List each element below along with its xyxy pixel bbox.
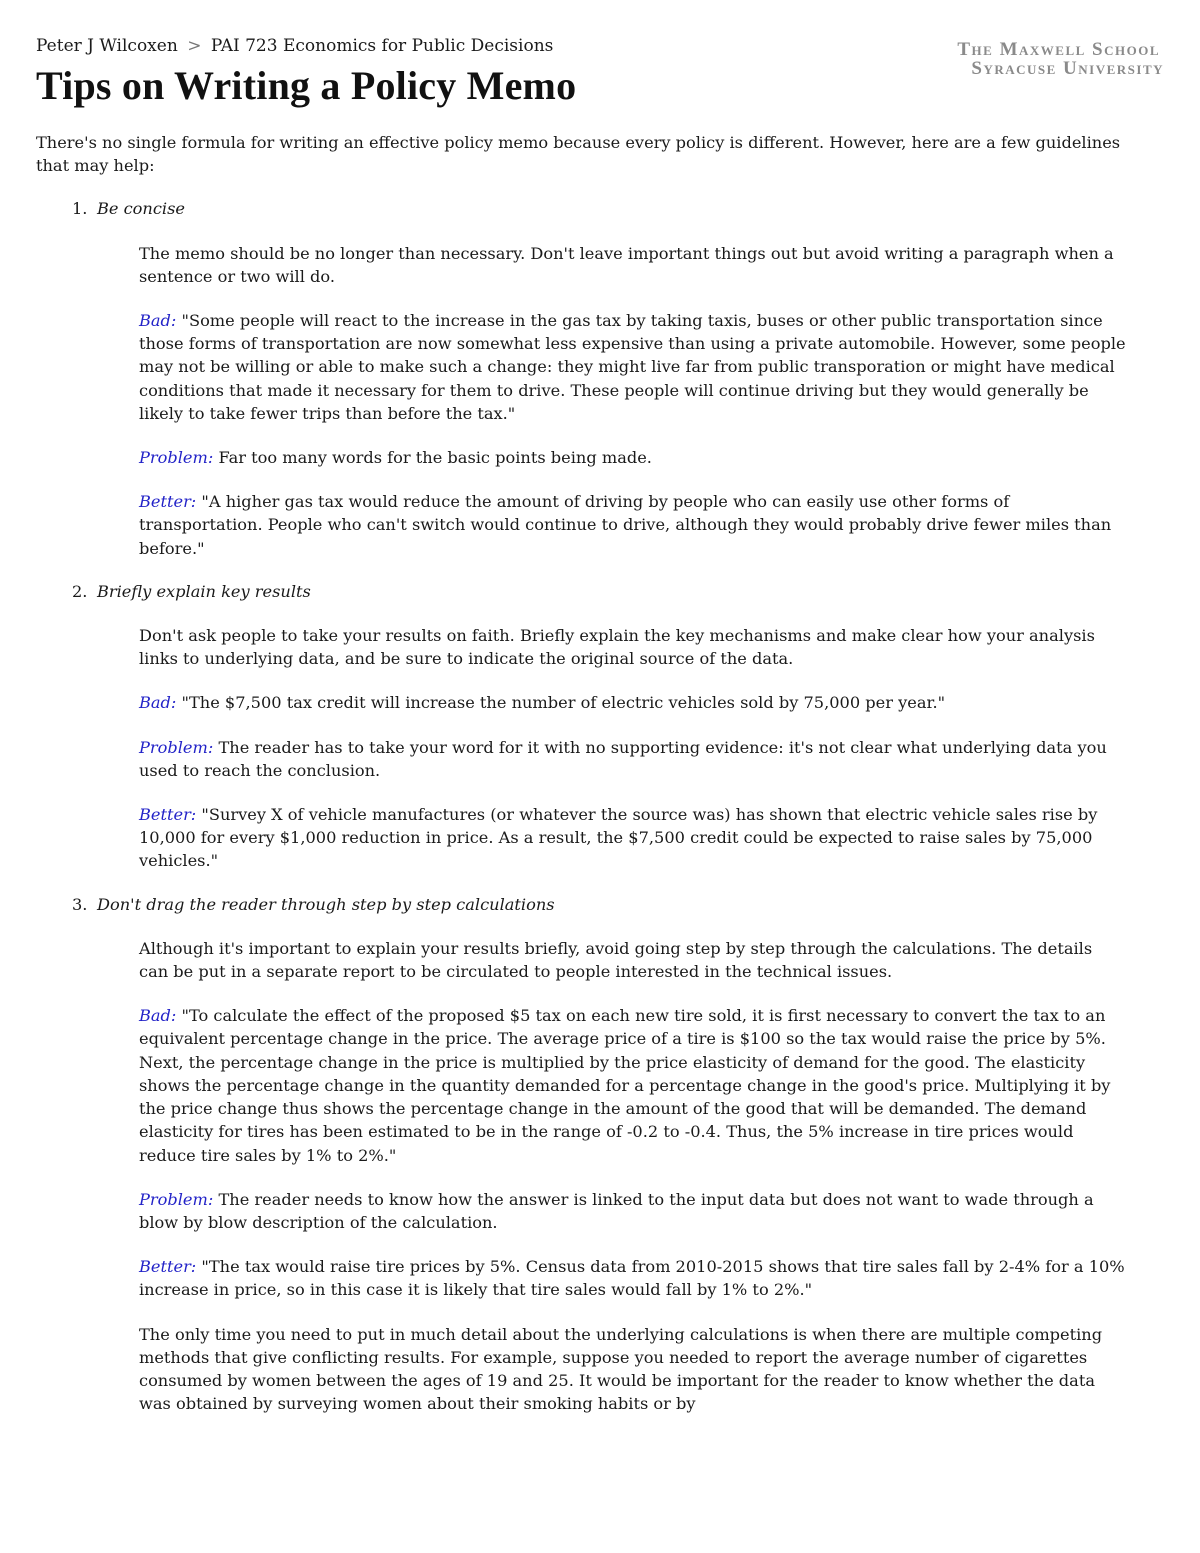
bad-example: [139, 1004, 1126, 1166]
problem-note: [139, 1188, 1126, 1234]
bad-example: [139, 691, 1126, 714]
tip-body: [36, 624, 1126, 873]
tip-2: [36, 580, 1126, 873]
example-text: "The $7,500 tax credit will increase the number of electric vehicles sold by 75,000 per year.": [181, 693, 946, 713]
paragraph-text: The memo should be no longer than necessary. Don't leave important things out but avoid writing a paragraph when a sentence or two will do.: [139, 243, 1114, 286]
example-text: "The tax would raise tire prices by 5%. Census data from 2010-2015 shows that tire sales fall by 2-4% for a 10% increase in price, so in this case it is likely that tire sales would fall by 1% to 2%.": [139, 1257, 1125, 1300]
tip-3: [36, 893, 1126, 1416]
example-text: "To calculate the effect of the proposed $5 tax on each new tire sold, it is first necessary to convert the tax to an equivalent percentage change in the price. The average price of a tire is $100 so the tax would raise the price by 5%. Next, the percentage change in the price is multiplied by the price elasticity of demand for the good. The elasticity shows the percentage change in the quantity demanded for a percentage change in the good's price. Multiplying it by the price change thus shows the percentage change in the amount of the good that will be demanded. The demand elasticity for tires has been estimated to be in the range of -0.2 to -0.4. Thus, the 5% increase in tire prices would reduce tire sales by 1% to 2%.": [139, 1006, 1111, 1165]
paragraph-text: Although it's important to explain your results briefly, avoid going step by step through the calculations. The details can be put in a separate report to be circulated to people interested in the technical issues.: [139, 938, 1093, 982]
tip-body: [36, 242, 1126, 560]
tip-heading: [36, 580, 1126, 603]
problem-text: The reader has to take your word for it with no supporting evidence: it's not clear what underlying data you used to reach the conclusion.: [139, 737, 1107, 780]
better-label: Better:: [139, 805, 197, 825]
better-example: [139, 490, 1126, 560]
problem-label: Problem:: [139, 1189, 214, 1209]
problem-note: [139, 446, 1126, 469]
better-label: Better:: [139, 1257, 197, 1277]
paragraph-text: The only time you need to put in much detail about the underlying calculations is when there are multiple competing methods that give conflicting results. For example, suppose you needed to report the average number of cigarettes consumed by women between the ages of 19 and 25. It would be important for the reader to know whether the data was obtained by surveying women about their smoking habits or by: [139, 1324, 1103, 1414]
problem-note: [139, 736, 1126, 782]
page-title: Tips on Writing a Policy Memo: [36, 63, 577, 108]
tip-paragraph: [139, 242, 1126, 288]
tip-body: [36, 937, 1126, 1415]
bad-label: Bad:: [139, 693, 177, 713]
example-text: "A higher gas tax would reduce the amount of driving by people who can easily use other forms of transportation. People who can't switch would continue to drive, although they would probably drive fewer miles than before.": [139, 492, 1112, 558]
logo-line-1: The Maxwell School: [957, 39, 1161, 60]
tip-paragraph: [139, 1323, 1126, 1416]
memo-content: [36, 131, 1126, 1435]
breadcrumb-separator: >: [187, 36, 202, 56]
tip-number: 2.: [72, 581, 88, 601]
bad-example: [139, 309, 1126, 425]
bad-label: Bad:: [139, 1006, 177, 1026]
tip-heading-text: Be concise: [97, 199, 185, 219]
better-example: [139, 803, 1126, 873]
tip-heading-text: Briefly explain key results: [97, 581, 311, 601]
logo-line-2: Syracuse University: [971, 58, 1164, 79]
breadcrumb: [36, 36, 553, 56]
problem-label: Problem:: [139, 737, 214, 757]
tip-number: 1.: [72, 199, 88, 219]
paragraph-text: Don't ask people to take your results on faith. Briefly explain the key mechanisms and make clear how your analysis links to underlying data, and be sure to indicate the original source of the data.: [139, 626, 1095, 669]
problem-text: The reader needs to know how the answer is linked to the input data but does not want to wade through a blow by blow description of the calculation.: [139, 1189, 1094, 1232]
breadcrumb-author-link[interactable]: Peter J Wilcoxen: [36, 36, 178, 56]
tip-paragraph: [139, 937, 1126, 983]
tip-number: 3.: [72, 894, 88, 914]
problem-label: Problem:: [139, 448, 214, 468]
example-text: "Some people will react to the increase in the gas tax by taking taxis, buses or other public transportation since those forms of transportation are now somewhat less expensive than using a private automobile. However, some people may not be willing or able to make such a change: they might live far from public transporation or might have medical conditions that made it necessary for them to drive. These people will continue driving but they would generally be likely to take fewer trips than before the tax.": [139, 311, 1126, 423]
maxwell-school-logo[interactable]: [957, 40, 1164, 78]
tip-heading: [36, 197, 1126, 220]
tip-heading-text: Don't drag the reader through step by step calculations: [97, 894, 555, 914]
page-header: [36, 36, 1164, 116]
problem-text: Far too many words for the basic points being made.: [218, 448, 652, 468]
bad-label: Bad:: [139, 311, 177, 331]
tip-heading: [36, 893, 1126, 916]
breadcrumb-course-link[interactable]: PAI 723 Economics for Public Decisions: [210, 36, 554, 56]
better-example: [139, 1255, 1126, 1301]
tip-1: [36, 197, 1126, 559]
example-text: "Survey X of vehicle manufactures (or whatever the source was) has shown that electric vehicle sales rise by 10,000 for every $1,000 reduction in price. As a result, the $7,500 credit could be expected to raise sales by 75,000 vehicles.": [139, 805, 1098, 871]
better-label: Better:: [139, 492, 197, 512]
tip-paragraph: [139, 624, 1126, 670]
intro-paragraph: There's no single formula for writing an effective policy memo because every policy is different. However, here are a few guidelines that may help:: [36, 133, 1121, 176]
